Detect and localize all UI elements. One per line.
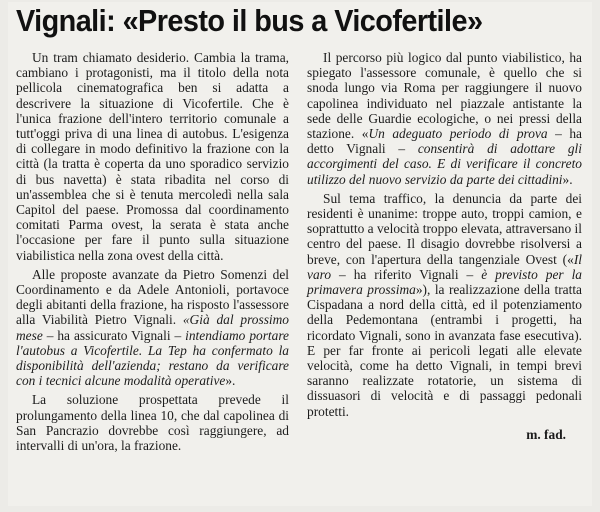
body-text: ».	[562, 171, 573, 187]
body-text: Sul tema traffico, la denuncia da parte dei residenti è unanime: troppe auto, troppi camion, e soprattutto a velocità troppo elevata, attraversano il centro del paese. Il disagio dovrebbe risolversi a breve, con l'apertura della tangenziale Ovest («	[307, 190, 582, 267]
left-paragraph-3	[16, 392, 289, 453]
quote-text: Il varo	[307, 251, 582, 282]
author-signature: m. fad.	[526, 426, 566, 442]
body-text: Un tram chiamato desiderio. Cambia la trama, cambiano i protagonisti, ma il titolo della nota pellicola cinematografica ben si adatta a descrivere la situazione di Vicofertile. Che è l'unica frazione dell'intero territorio comunale a tutt'oggi priva di una linea di autobus. L'esigenza di collegare in modo definitivo la frazione con la città (la tratta è coperta da uno sporadico servizio di bus navetta) è stata ribadita nel corso di un'assemblea che si è tenuta mercoledì nella sala Capitol del paese. Promossa dal coordinamento comitati Parma ovest, la serata è stata anche l'occasione per fare il punto sulla situazione viabilistica nella zona ovest della città.	[16, 50, 289, 263]
body-text: La soluzione prospettata prevede il prolungamento della linea 10, che dal capolinea di San Pancrazio dovrebbe così raggiungere, ad intervalli di un'ora, la frazione.	[16, 392, 289, 454]
quote-text: «Già dal prossimo mese	[16, 312, 289, 343]
body-text: »), la realizzazione della tratta Cispadana a nord della città, ed il potenziamento della Pedemontana (entrambi i progetti, ha ricordato Vignali, sono in avanzata fase esecutiva). E per far fronte ai pericoli legati alle elevate velocità, come ha detto Vignali, in tempi brevi saranno realizzate rotatorie, un sistema di dissuasori di velocità e di passaggi pedonali protetti.	[307, 282, 582, 419]
quote-text: Un adeguato periodo di prova	[368, 126, 548, 142]
body-text: – ha riferito Vignali –	[331, 266, 482, 282]
right-paragraph-2	[307, 191, 582, 419]
quote-text: consentirà di adottare gli accorgimenti del caso. E di verificare il concreto utilizzo del nuovo servizio da parte dei cittadini	[307, 141, 582, 187]
body-text: Alle proposte avanzate da Pietro Somenzi del Coordinamento e da Adele Antonioli, portavoce degli abitanti della frazione, ha risposto l'assessore alla Viabilità Pietro Vignali.	[16, 266, 289, 328]
right-column-paragraphs	[307, 50, 582, 419]
article-column-right	[307, 50, 582, 442]
body-text: Il percorso più logico dal punto viabilistico, ha spiegato l'assessore comunale, è quello che si snoda lungo via Roma per raggiungere il nuovo capolinea individuato nel piazzale antistante la sede delle Guardie ecologiche, o nei pressi della stazione. «	[307, 50, 582, 142]
body-text: – ha detto Vignali –	[307, 126, 582, 157]
right-paragraph-1	[307, 50, 582, 187]
left-paragraph-1	[16, 50, 289, 263]
body-text: ».	[225, 373, 236, 389]
article-column-left	[16, 50, 289, 453]
body-text: – ha assicurato Vignali –	[42, 327, 186, 343]
quote-text: intendiamo portare l'autobus a Vicofertile. La Tep ha confermato la disponibilità dell'azienda; restano da verificare con i tecnici alcune modalità operative	[16, 327, 289, 389]
article-headline: Vignali: «Presto il bus a Vicofertile»	[16, 3, 483, 38]
quote-text: è previsto per la primavera prossima	[307, 266, 582, 298]
left-paragraph-2	[16, 267, 289, 389]
